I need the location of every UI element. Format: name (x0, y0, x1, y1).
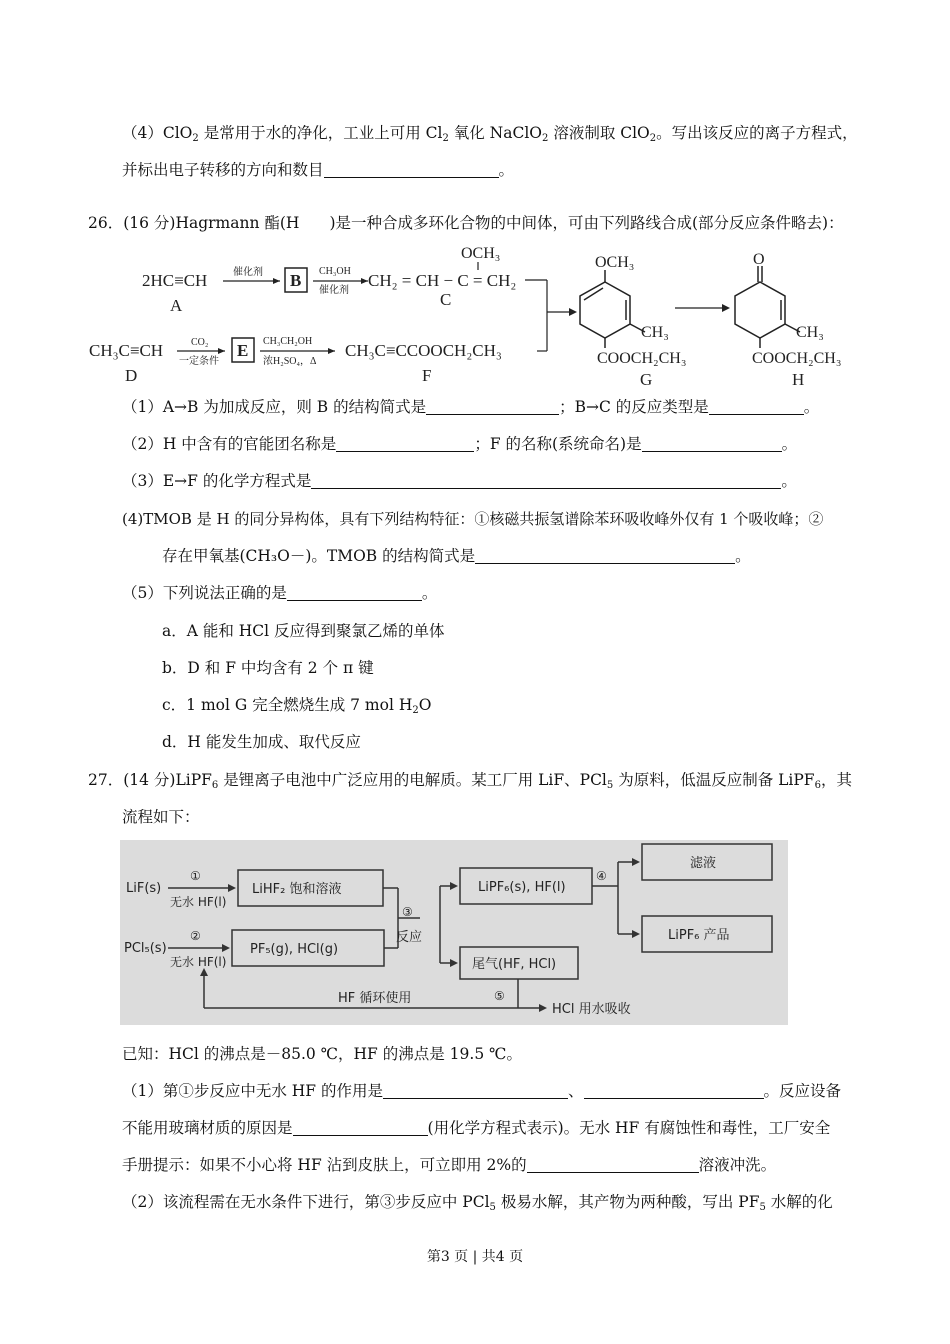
q26-option-b: b．D 和 F 中均含有 2 个 π 键 (162, 659, 374, 677)
step-2: ② (190, 929, 201, 943)
synthesis-route-scheme (85, 240, 865, 390)
answer-blank[interactable] (642, 435, 782, 452)
g-methoxy: OCH₃ (595, 254, 635, 271)
h-methyl: CH₃ (796, 324, 824, 341)
q27-heading: 27．(14 分)LiPF$_6$ 是锂离子电池中广泛应用的电解质。某工厂用 LiF、PCl$_5$ 为原料，低温反应制备 LiPF$_6$，其 (88, 771, 852, 791)
arrowhead-icon (273, 278, 280, 284)
h-carbonyl-o: O (753, 251, 765, 268)
q26-option-d: d．H 能发生加成、取代反应 (162, 733, 361, 751)
step-4: ④ (596, 869, 607, 883)
condition-sulfuric-acid: 浓H₂SO₄，Δ (263, 356, 317, 367)
arrowhead-icon (361, 278, 368, 284)
compound-h-ring (735, 266, 800, 348)
q27-known: 已知：HCl 的沸点是－85.0 ℃，HF 的沸点是 19.5 ℃。 (122, 1045, 522, 1063)
arrowhead-icon (222, 944, 230, 952)
step-3: ③ (402, 905, 413, 919)
filtrate: 滤液 (690, 856, 717, 871)
condition-methanol: CH₃OH (319, 266, 351, 277)
compound-b: B (290, 271, 302, 290)
page-footer: 第3 页 | 共4 页 (426, 1249, 524, 1265)
q25-4-line1: （4）ClO$_2$ 是常用于水的净化，工业上可用 $Cl_2$ 氧化 NaClO$_2$ 溶液制取 ClO$_2$。写出该反应的离子方程式， (122, 124, 858, 144)
answer-blank[interactable] (324, 161, 499, 178)
q26-option-c: c．1 mol G 完全燃烧生成 7 mol $H_2O$ (162, 696, 432, 716)
hf-recycle: HF 循环使用 (338, 991, 412, 1006)
arrowhead-icon (569, 308, 577, 316)
lipf6-hf-mixture: LiPF₆(s), HF(l) (478, 880, 566, 895)
anhydrous-hf-2: 无水 HF(l) (170, 955, 227, 969)
arrowhead-icon (450, 959, 458, 967)
answer-blank[interactable] (336, 435, 474, 452)
label-a: A (170, 296, 183, 315)
q27-heading-2: 流程如下： (122, 808, 200, 826)
q27-2-line1: （2）该流程需在无水条件下进行，第③步反应中 PCl$_5$ 极易水解，其产物为两种酸，写出 $PF_5$ 水解的化 (122, 1193, 833, 1213)
label-h: H (792, 370, 805, 389)
answer-blank[interactable] (287, 584, 422, 601)
g-ester: COOCH₂CH₃ (597, 350, 687, 367)
input-pcl5: PCl₅(s) (124, 941, 167, 956)
q26-4-line2: 存在甲氧基(CH₃O－)。TMOB 的结构简式是 。 (162, 547, 751, 565)
q26-3: （3）E→F 的化学方程式是 。 (122, 472, 797, 490)
arrowhead-icon (450, 882, 458, 890)
compound-d-formula: CH₃C≡CH (89, 341, 164, 360)
answer-blank[interactable] (293, 1119, 428, 1136)
q27-1-line1: （1）第①步反应中无水 HF 的作用是 、 。反应设备 (122, 1082, 842, 1100)
input-lif: LiF(s) (126, 881, 162, 896)
answer-blank[interactable] (311, 472, 781, 489)
step-5: ⑤ (494, 989, 505, 1003)
q26-heading: 26．(16 分)Hagrmann 酯(H )是一种合成多环化合物的中间体，可由下列路线合成(部分反应条件略去)： (88, 214, 844, 232)
step-1: ① (190, 869, 201, 883)
arrowhead-icon (200, 968, 208, 976)
lipf6-product: LiPF₆ 产品 (668, 928, 730, 943)
pf5-hcl-gas: PF₅(g), HCl(g) (250, 942, 339, 957)
arrowhead-icon (228, 884, 236, 892)
condition-catalyst: 催化剂 (233, 267, 263, 278)
anhydrous-hf-1: 无水 HF(l) (170, 895, 227, 909)
arrowhead-icon (632, 858, 640, 866)
answer-blank[interactable] (709, 398, 804, 415)
arrowhead-icon (218, 348, 225, 354)
compound-a-formula: 2HC≡CH (142, 271, 208, 290)
g-methyl: CH₃ (641, 324, 669, 341)
q27-1-line2: 不能用玻璃材质的原因是 (用化学方程式表示)。无水 HF 有腐蚀性和毒性，工厂安全 (122, 1119, 831, 1137)
answer-blank[interactable] (475, 547, 735, 564)
arrowhead-icon (722, 304, 730, 312)
condition-catalyst-2: 催化剂 (319, 285, 349, 296)
compound-e: E (237, 341, 249, 360)
label-d: D (125, 366, 138, 385)
answer-blank[interactable] (426, 398, 559, 415)
label-c: C (440, 290, 452, 309)
answer-blank[interactable] (527, 1156, 699, 1173)
h-ester: COOCH₂CH₃ (752, 350, 842, 367)
process-flow-diagram (120, 840, 788, 1025)
compound-g-ring (580, 270, 645, 348)
compound-c-methoxy: OCH₃ (461, 245, 501, 262)
q26-4-line1: (4)TMOB 是 H 的同分异构体，具有下列结构特征：①核磁共振氢谱除苯环吸收峰外仅有 1 个吸收峰；② (122, 510, 824, 528)
lihf2-solution: LiHF₂ 饱和溶液 (252, 882, 342, 897)
answer-blank[interactable] (383, 1082, 568, 1099)
q26-5: （5）下列说法正确的是 。 (122, 584, 438, 602)
q26-2: （2）H 中含有的官能团名称是 ；F 的名称(系统命名)是 。 (122, 435, 798, 453)
compound-c-formula: CH₂ = CH − C = CH₂ (368, 271, 517, 290)
reaction-label: 反应 (396, 930, 423, 945)
hcl-absorption: HCl 用水吸收 (552, 1002, 631, 1017)
arrowhead-icon (539, 1004, 547, 1012)
tail-gas: 尾气(HF, HCl) (472, 957, 557, 972)
arrowhead-icon (328, 348, 335, 354)
q26-option-a: a．A 能和 HCl 反应得到聚氯乙烯的单体 (162, 622, 445, 640)
arrowhead-icon (632, 930, 640, 938)
label-g: G (640, 370, 653, 389)
q27-1-line3: 手册提示：如果不小心将 HF 沾到皮肤上，可立即用 2%的 溶液冲洗。 (122, 1156, 777, 1174)
q25-4-line2: 并标出电子转移的方向和数目 。 (122, 161, 515, 179)
q26-1: （1）A→B 为加成反应，则 B 的结构简式是 ；B→C 的反应类型是 。 (122, 398, 820, 416)
condition-ethanol: CH₃CH₂OH (263, 336, 313, 347)
condition-certain: 一定条件 (179, 356, 219, 367)
condition-co2: CO₂ (191, 337, 209, 348)
compound-f-formula: CH₃C≡CCOOCH₂CH₃ (345, 341, 502, 360)
label-f: F (422, 366, 432, 385)
answer-blank[interactable] (584, 1082, 764, 1099)
